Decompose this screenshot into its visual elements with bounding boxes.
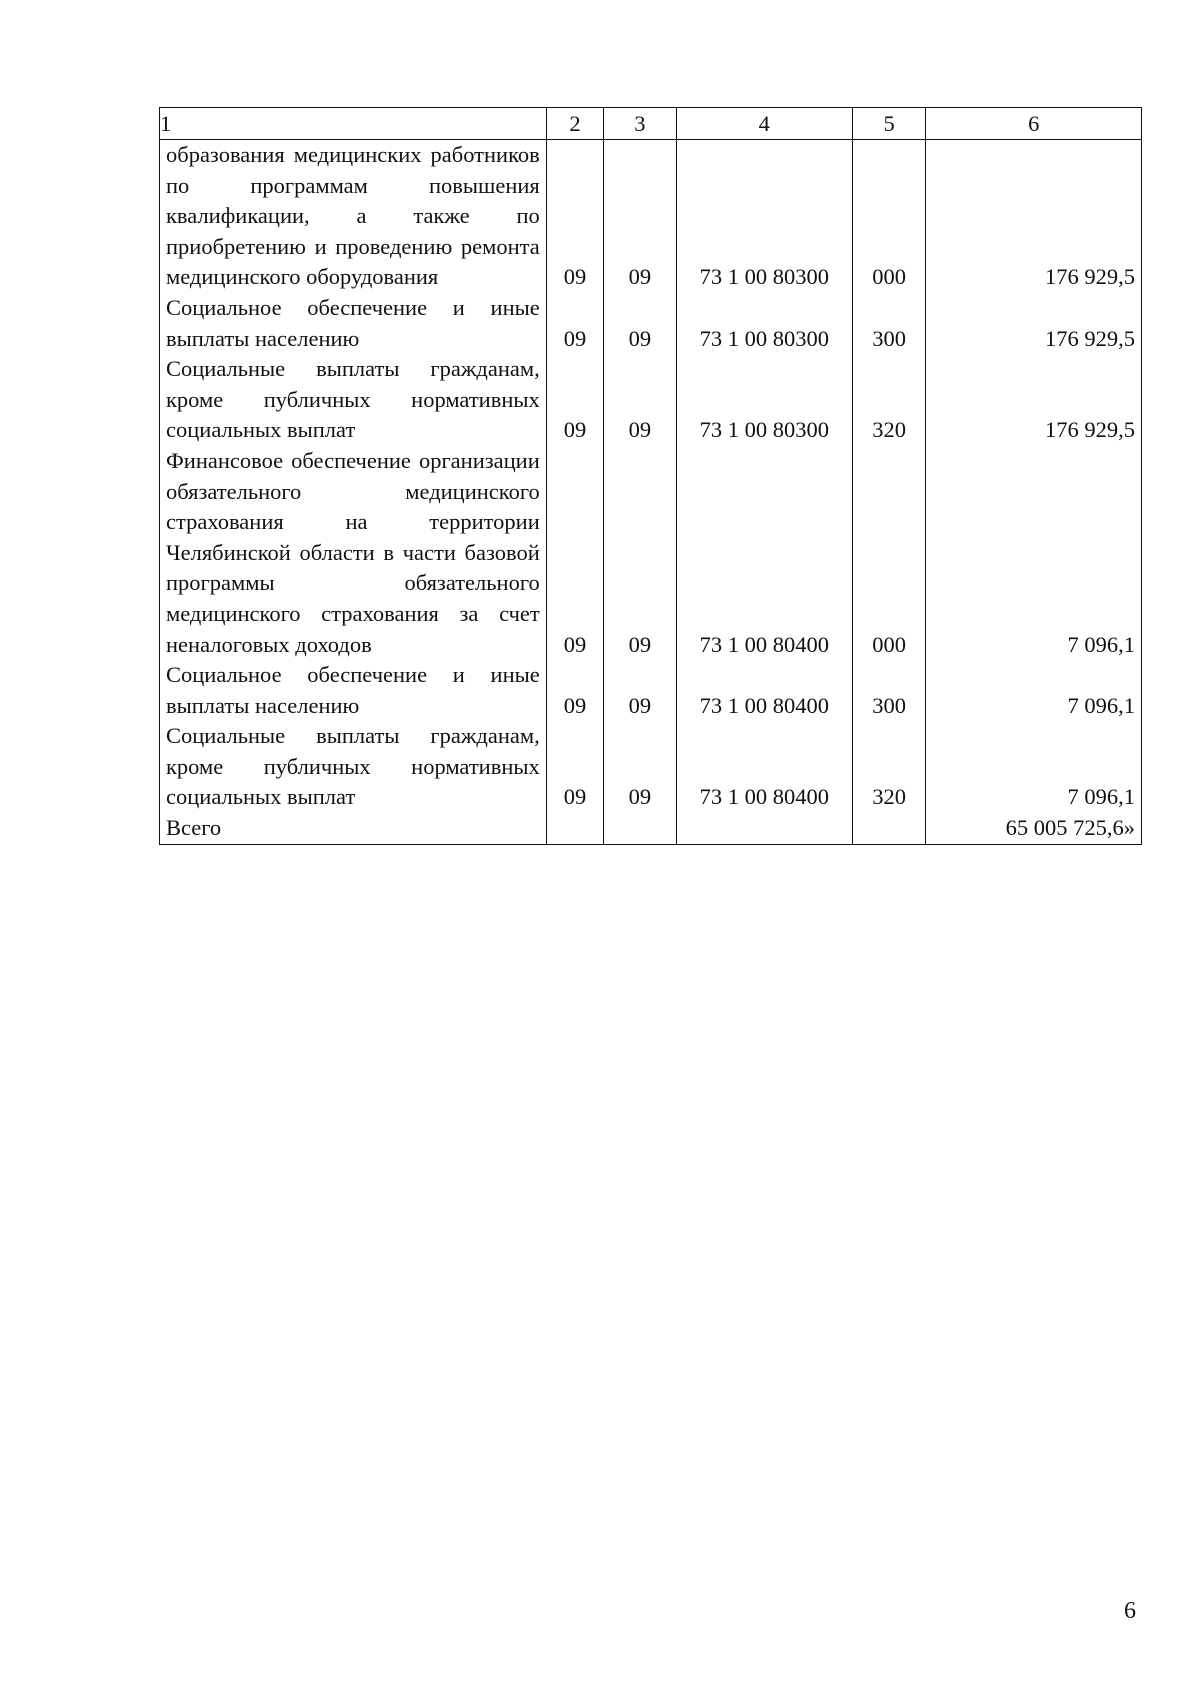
table-row — [160, 660, 1142, 721]
section-code-cell — [546, 813, 603, 844]
target-article-code-cell — [676, 813, 852, 844]
amount-cell: 7 096,1 — [926, 721, 1142, 813]
amount-cell: 176 929,5 — [926, 293, 1142, 354]
expense-type-code-cell: 320 — [852, 721, 926, 813]
column-header-2: 2 — [546, 108, 603, 140]
subsection-code-cell: 09 — [604, 446, 677, 660]
subsection-code-cell: 09 — [604, 721, 677, 813]
subsection-code-cell: 09 — [604, 140, 677, 293]
expense-type-code-cell — [852, 813, 926, 844]
column-header-5: 5 — [852, 108, 926, 140]
total-label-cell: Всего — [160, 813, 547, 844]
subsection-code-cell: 09 — [604, 354, 677, 446]
target-article-code-cell: 73 1 00 80400 — [676, 446, 852, 660]
row-name-cell: Социальные выплаты гражданам, кроме публичных нормативных социальных выплат — [160, 721, 547, 813]
column-header-4: 4 — [676, 108, 852, 140]
section-code-cell: 09 — [546, 354, 603, 446]
amount-cell: 7 096,1 — [926, 660, 1142, 721]
expense-type-code-cell: 000 — [852, 446, 926, 660]
section-code-cell: 09 — [546, 721, 603, 813]
section-code-cell: 09 — [546, 446, 603, 660]
total-row — [160, 813, 1142, 844]
subsection-code-cell — [604, 813, 677, 844]
column-header-3: 3 — [604, 108, 677, 140]
expense-type-code-cell: 300 — [852, 660, 926, 721]
expense-type-code-cell: 000 — [852, 140, 926, 293]
subsection-code-cell: 09 — [604, 293, 677, 354]
target-article-code-cell: 73 1 00 80300 — [676, 354, 852, 446]
table-header-row — [160, 108, 1142, 140]
row-name-cell: образования медицинских работников по программам повышения квалификации, а также по приобретению и проведению ремонта медицинского оборудования — [160, 140, 547, 293]
row-name-cell: Социальные выплаты гражданам, кроме публичных нормативных социальных выплат — [160, 354, 547, 446]
amount-cell: 176 929,5 — [926, 354, 1142, 446]
amount-cell: 176 929,5 — [926, 140, 1142, 293]
target-article-code-cell: 73 1 00 80400 — [676, 660, 852, 721]
table-row — [160, 293, 1142, 354]
section-code-cell: 09 — [546, 293, 603, 354]
page-number: 6 — [1124, 1598, 1136, 1624]
subsection-code-cell: 09 — [604, 660, 677, 721]
total-amount-cell: 65 005 725,6» — [926, 813, 1142, 844]
section-code-cell: 09 — [546, 660, 603, 721]
expense-type-code-cell: 320 — [852, 354, 926, 446]
row-name-cell: Социальное обеспечение и иные выплаты населению — [160, 293, 547, 354]
expense-type-code-cell: 300 — [852, 293, 926, 354]
row-name-cell: Финансовое обеспечение организации обязательного медицинского страхования на территории Челябинской области в части базовой программы обязательного медицинского страхования за счет неналоговых доходов — [160, 446, 547, 660]
row-name-cell: Социальное обеспечение и иные выплаты населению — [160, 660, 547, 721]
amount-cell: 7 096,1 — [926, 446, 1142, 660]
section-code-cell: 09 — [546, 140, 603, 293]
table-row — [160, 354, 1142, 446]
column-header-6: 6 — [926, 108, 1142, 140]
table-row — [160, 446, 1142, 660]
target-article-code-cell: 73 1 00 80300 — [676, 293, 852, 354]
budget-table — [159, 107, 1142, 845]
table-row — [160, 721, 1142, 813]
table-row — [160, 140, 1142, 293]
target-article-code-cell: 73 1 00 80400 — [676, 721, 852, 813]
target-article-code-cell: 73 1 00 80300 — [676, 140, 852, 293]
column-header-1: 1 — [160, 108, 547, 140]
